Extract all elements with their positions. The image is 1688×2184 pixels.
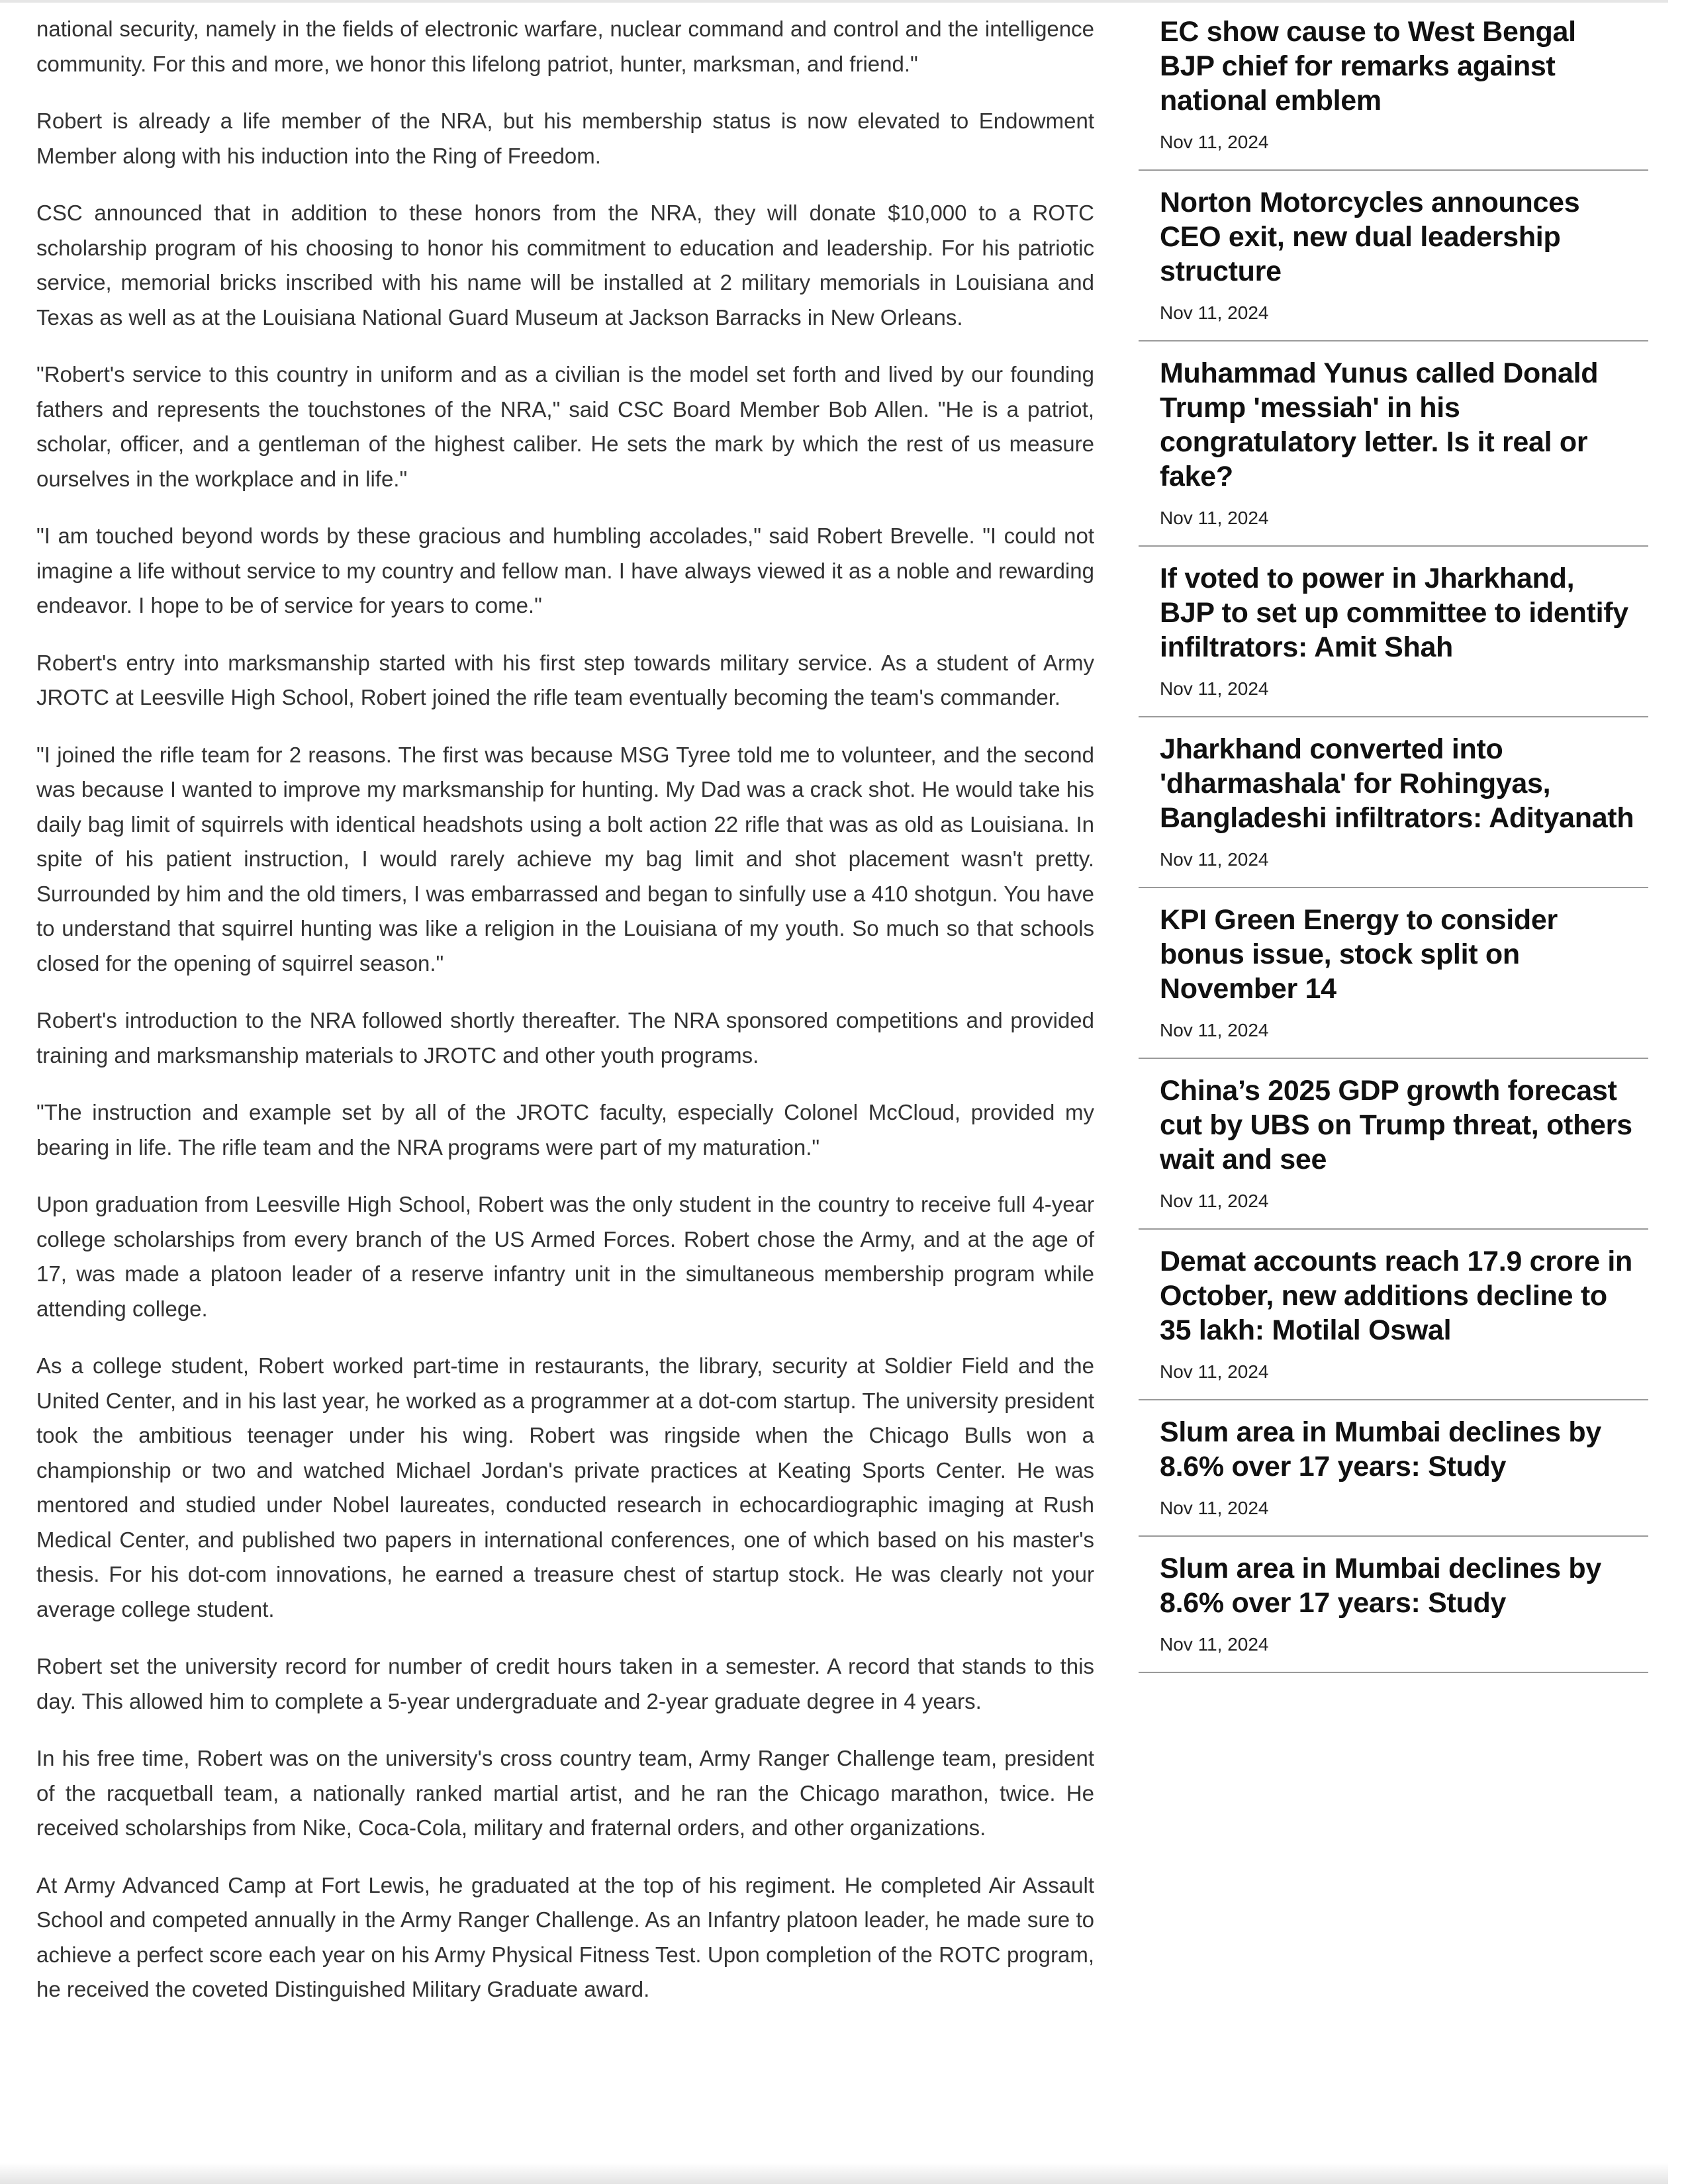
news-item-title[interactable]: Slum area in Mumbai declines by 8.6% over 17 years: Study <box>1160 1416 1601 1482</box>
article-paragraph-5: "I am touched beyond words by these gracious and humbling accolades," said Robert Brevelle. "I could not imagine a life without service to my country and fellow man. I have always viewed it as a noble and rewarding endeavor. I hope to be of service for years to come." <box>36 523 1094 617</box>
news-item-title[interactable]: If voted to power in Jharkhand, BJP to set up committee to identify infiltrators: Amit Shah <box>1160 563 1628 663</box>
news-item-title[interactable]: Slum area in Mumbai declines by 8.6% over 17 years: Study <box>1160 1553 1601 1619</box>
news-item-date: Nov 11, 2024 <box>1160 1361 1269 1382</box>
news-item-date: Nov 11, 2024 <box>1160 1634 1269 1655</box>
news-item[interactable] <box>1139 171 1648 341</box>
news-item-date: Nov 11, 2024 <box>1160 1498 1269 1518</box>
article-paragraph-10: Upon graduation from Leesville High School, Robert was the only student in the country to receive full 4-year college scholarships from every branch of the US Armed Forces. Robert chose the Army, and at the age of 17, was made a platoon leader of a reserve infantry unit in the simultaneous membership program while attending college. <box>36 1192 1094 1321</box>
article-paragraph-13: In his free time, Robert was on the university's cross country team, Army Ranger Challenge team, president of the racquetball team, a nationally ranked martial artist, and he ran the Chicago marathon, twice. He received scholarships from Nike, Coca-Cola, military and fraternal orders, and other organizations. <box>36 1746 1094 1840</box>
news-item[interactable] <box>1139 717 1648 888</box>
news-item-title[interactable]: China’s 2025 GDP growth forecast cut by UBS on Trump threat, others wait and see <box>1160 1075 1632 1175</box>
article-paragraph-12: Robert set the university record for number of credit hours taken in a semester. A record that stands to this day. This allowed him to complete a 5-year undergraduate and 2-year graduate degree in 4 years. <box>36 1654 1094 1713</box>
article-paragraph-3: CSC announced that in addition to these honors from the NRA, they will donate $10,000 to a ROTC scholarship program of his choosing to honor his commitment to education and leadership. For his patriotic service, memorial bricks inscribed with his name will be installed at 2 military memorials in Louisiana and Texas as well as at the Louisiana National Guard Museum at Jackson Barracks in New Orleans. <box>36 201 1094 330</box>
news-item[interactable] <box>1139 1230 1648 1400</box>
news-item-title[interactable]: Norton Motorcycles announces CEO exit, new dual leadership structure <box>1160 187 1580 287</box>
news-item-date: Nov 11, 2024 <box>1160 302 1269 323</box>
news-item-date: Nov 11, 2024 <box>1160 1020 1269 1040</box>
news-item-title[interactable]: Muhammad Yunus called Donald Trump 'messiah' in his congratulatory letter. Is it real or fake? <box>1160 357 1599 492</box>
news-item[interactable] <box>1139 1537 1648 1673</box>
news-item-date: Nov 11, 2024 <box>1160 849 1269 870</box>
page-right-edge <box>1668 0 1688 2184</box>
news-item-title[interactable]: EC show cause to West Bengal BJP chief for remarks against national emblem <box>1160 16 1576 116</box>
news-item-date: Nov 11, 2024 <box>1160 132 1269 152</box>
news-item[interactable] <box>1139 341 1648 547</box>
related-news-sidebar <box>1139 0 1648 1673</box>
news-item[interactable] <box>1139 0 1648 171</box>
article-paragraph-8: Robert's introduction to the NRA followed shortly thereafter. The NRA sponsored competitions and provided training and marksmanship materials to JROTC and other youth programs. <box>36 1008 1094 1068</box>
news-item-date: Nov 11, 2024 <box>1160 508 1269 528</box>
article-paragraph-11: As a college student, Robert worked part-time in restaurants, the library, security at Soldier Field and the United Center, and in his last year, he worked as a programmer at a dot-com startup. The university president took the ambitious teenager under his wing. Robert was ringside when the Chicago Bulls won a championship or two and watched Michael Jordan's private practices at Keating Sports Center. He was mentored and studied under Nobel laureates, conducted research in echocardiographic imaging at Rush Medical Center, and published two papers in international conferences, one of which based on his master's thesis. For his dot-com innovations, he earned a treasure chest of startup stock. He was clearly not your average college student. <box>36 1353 1094 1621</box>
news-item-date: Nov 11, 2024 <box>1160 678 1269 699</box>
news-item[interactable] <box>1139 1059 1648 1230</box>
article-body <box>36 12 1094 2030</box>
article-paragraph-2: Robert is already a life member of the NRA, but his membership status is now elevated to Endowment Member along with his induction into the Ring of Freedom. <box>36 109 1094 168</box>
news-item-title[interactable]: Jharkhand converted into 'dharmashala' for Rohingyas, Bangladeshi infiltrators: Adityanath <box>1160 733 1634 834</box>
article-paragraph-4: "Robert's service to this country in uniform and as a civilian is the model set forth and lived by our founding fathers and represents the touchstones of the NRA," said CSC Board Member Bob Allen. "He is a patriot, scholar, officer, and a gentleman of the highest caliber. He sets the mark by which the rest of us measure ourselves in the workplace and in life." <box>36 362 1094 491</box>
news-item[interactable] <box>1139 888 1648 1059</box>
article-paragraph-7: "I joined the rifle team for 2 reasons. The first was because MSG Tyree told me to volunteer, and the second was because I wanted to improve my marksmanship for hunting. My Dad was a crack shot. He would take his daily bag limit of squirrels with identical headshots using a bolt action 22 rifle that was as old as Louisiana. In spite of his patient instruction, I would rarely achieve my bag limit and shot placement wasn't pretty. Surrounded by him and the old timers, I was embarrassed and began to sinfully use a 410 shotgun. You have to understand that squirrel hunting was like a religion in the Louisiana of my youth. So much so that schools closed for the opening of squirrel season." <box>36 742 1094 976</box>
article-paragraph-9: "The instruction and example set by all of the JROTC faculty, especially Colonel McCloud, provided my bearing in life. The rifle team and the NRA programs were part of my maturation." <box>36 1100 1094 1160</box>
news-item-title[interactable]: KPI Green Energy to consider bonus issue, stock split on November 14 <box>1160 904 1558 1005</box>
article-paragraph-14: At Army Advanced Camp at Fort Lewis, he graduated at the top of his regiment. He completed Air Assault School and competed annually in the Army Ranger Challenge. As an Infantry platoon leader, he made sure to achieve a perfect score each year on his Army Physical Fitness Test. Upon completion of the ROTC program, he received the coveted Distinguished Military Graduate award. <box>36 1872 1094 2001</box>
news-item[interactable] <box>1139 1400 1648 1537</box>
article-paragraph-1: national security, namely in the fields of electronic warfare, nuclear command and control and the intelligence community. For this and more, we honor this lifelong patriot, hunter, marksman, and friend." <box>36 17 1094 76</box>
article-paragraph-6: Robert's entry into marksmanship started with his first step towards military service. As a student of Army JROTC at Leesville High School, Robert joined the rifle team eventually becoming the team's commander. <box>36 650 1094 709</box>
news-item-date: Nov 11, 2024 <box>1160 1191 1269 1211</box>
news-item-title[interactable]: Demat accounts reach 17.9 crore in October, new additions decline to 35 lakh: Motilal Oswal <box>1160 1246 1632 1346</box>
bottom-shadow <box>0 2163 1668 2184</box>
news-item[interactable] <box>1139 547 1648 717</box>
